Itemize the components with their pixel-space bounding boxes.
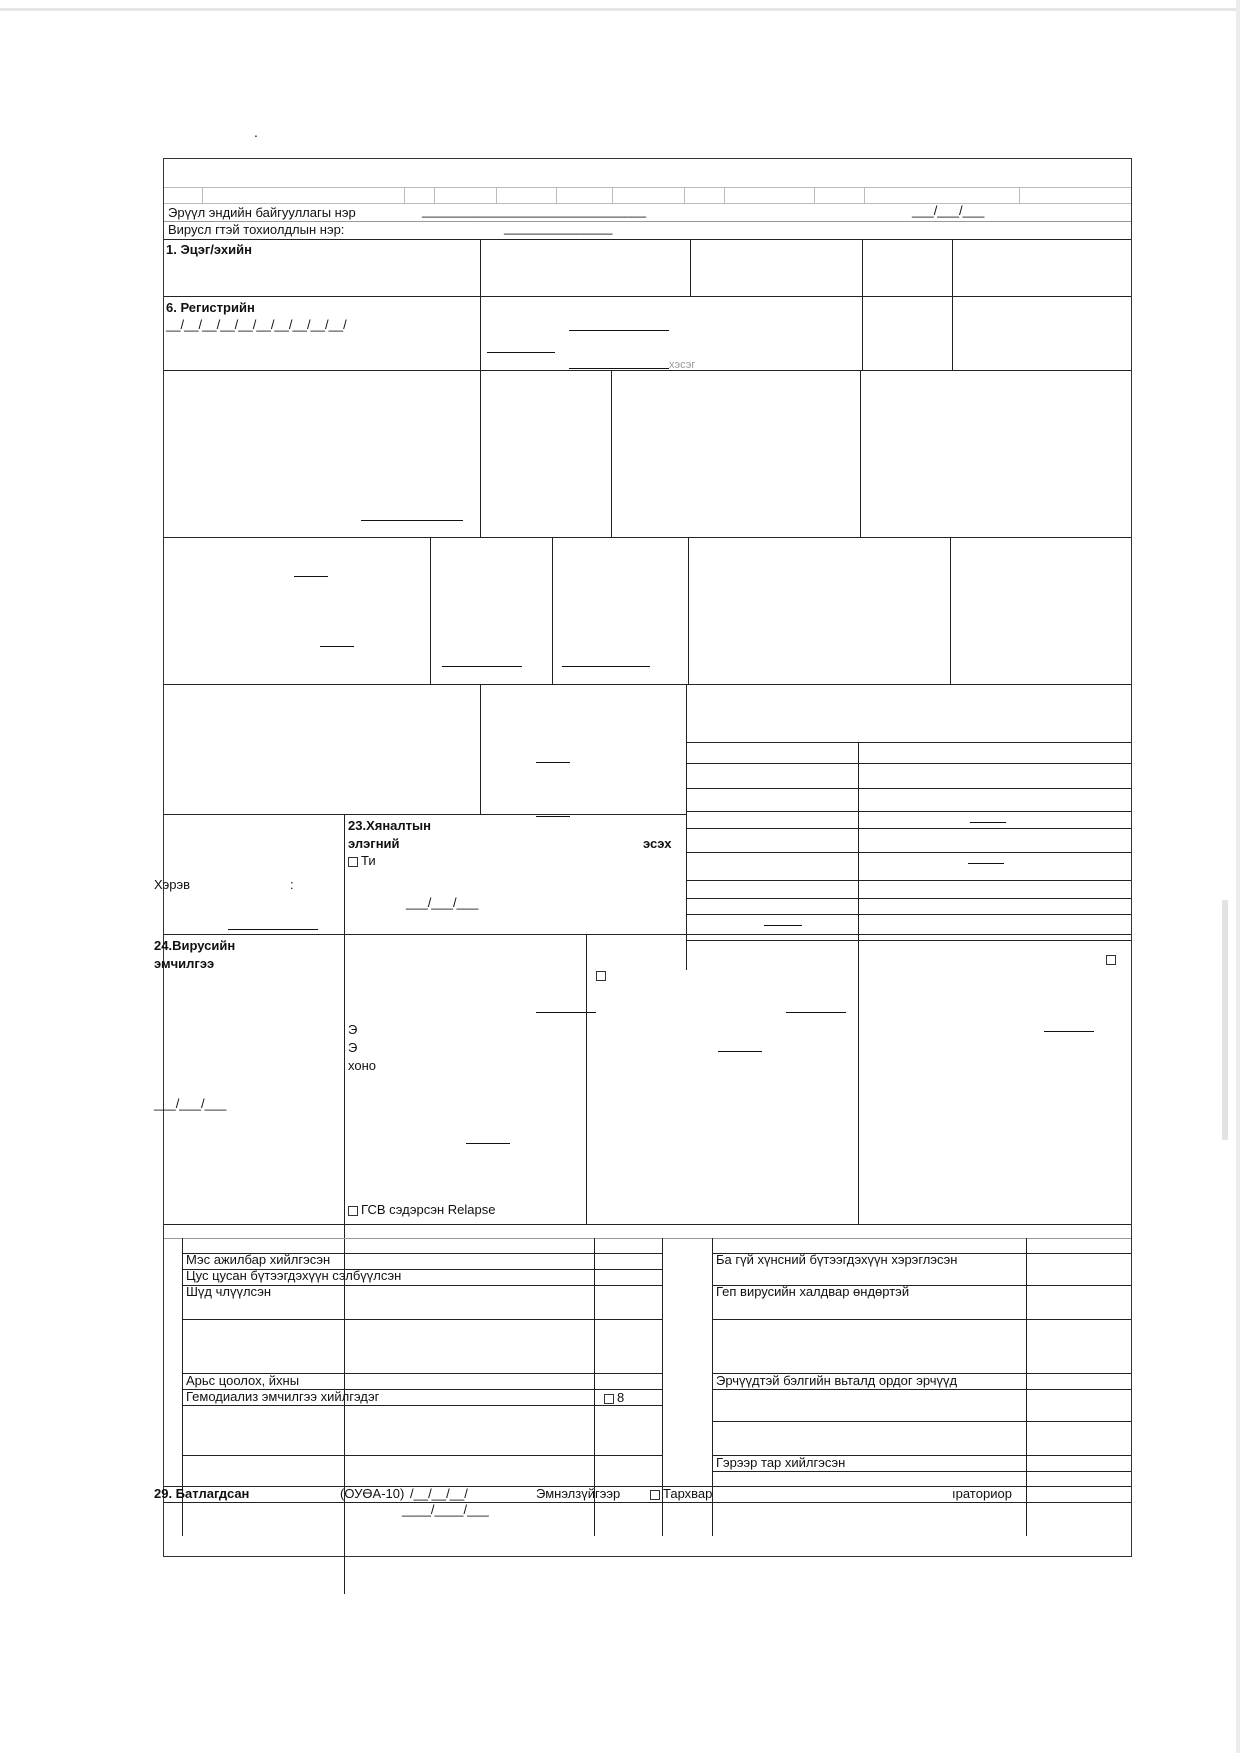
risk-hemodialysis-mark[interactable]: 8 bbox=[604, 1390, 624, 1405]
risk-msm: Эрчүүдтэй бэлгийн вьталд ордог эрчүүд bbox=[716, 1373, 958, 1388]
yes-label: Ти bbox=[361, 853, 376, 868]
risk-dental: Шүд члүүлсэн bbox=[186, 1284, 272, 1299]
section-24-subtitle: эмчилгээ bbox=[154, 956, 215, 971]
section-24-days: хоно bbox=[348, 1058, 376, 1073]
risk-transfusion: Цус цусан бүтээгдэхүүн сэлбүүлсэн bbox=[186, 1268, 402, 1283]
footer-date-blank: ____/____/___ bbox=[402, 1502, 489, 1517]
facility-label: Эрүүл эндийн байгууллагы нэр bbox=[168, 205, 356, 220]
epi-checkbox[interactable] bbox=[650, 1490, 660, 1500]
scan-edge-shadow bbox=[0, 8, 1240, 11]
report-date-blank: ___/___/___ bbox=[912, 203, 985, 218]
section-23-date-blank: ___/___/___ bbox=[406, 895, 479, 910]
icd-date-blank: /__/__/__/ bbox=[410, 1486, 468, 1501]
relapse-label: ГСВ сэдэрсэн Relapse bbox=[361, 1202, 496, 1217]
risk-hep-contact: Геп вирусийн халдвар өндөртэй bbox=[716, 1284, 910, 1299]
section-6-label: 6. Регистрийн bbox=[166, 300, 255, 315]
scan-right-shadow bbox=[1222, 900, 1228, 1140]
notification-form bbox=[154, 158, 1132, 1557]
clinical-option: Эмнэлзүйгээр bbox=[536, 1486, 621, 1501]
risk-surgery: Мэс ажилбар хийлгэсэн bbox=[186, 1252, 331, 1267]
risk-piercing: Арьс цоолох, йхны bbox=[186, 1373, 300, 1388]
relapse-checkbox[interactable] bbox=[348, 1206, 358, 1216]
section-24-e2: Э bbox=[348, 1040, 358, 1055]
risk-home-injection: Гэрээр тар хийлгэсэн bbox=[716, 1455, 846, 1470]
risk-food: Ба гүй хүнсний бүтээгдэхүүн хэрэглэсэн bbox=[716, 1252, 958, 1267]
section-24-relapse-option[interactable] bbox=[348, 1202, 495, 1217]
section-24-checkbox-b[interactable] bbox=[1106, 955, 1116, 965]
section-23-colon: : bbox=[290, 877, 294, 892]
section-23-if-label: Хэрэв bbox=[154, 877, 191, 892]
stray-mark: . bbox=[254, 124, 258, 140]
section-23-yes-option[interactable] bbox=[348, 853, 376, 868]
epidemiological-option[interactable]: Тархвар bbox=[650, 1486, 712, 1501]
section-24-date-blank: ___/___/___ bbox=[154, 1096, 227, 1111]
virus-case-label: Вирусл гтэй тохиолдлын нэр: bbox=[168, 222, 345, 237]
risk-hemodialysis: Гемодиализ эмчилгээ хийлгэдэг bbox=[186, 1389, 380, 1404]
icd-label: (ОУӨА-10) bbox=[340, 1486, 405, 1501]
section-24-checkbox-a[interactable] bbox=[596, 971, 606, 981]
section-24-e1: Э bbox=[348, 1022, 358, 1037]
facility-name-blank: _______________________________ bbox=[422, 203, 647, 218]
section-23-title: 23.Хяналтын bbox=[348, 818, 431, 833]
register-number-blank: __/__/__/__/__/__/__/__/__/__/ bbox=[166, 317, 347, 332]
scan-right-edge bbox=[1236, 0, 1240, 1753]
virus-case-blank: _______________ bbox=[504, 220, 613, 235]
section-1-label: 1. Эцэг/эхийн bbox=[166, 242, 252, 257]
section-6-suffix: хэсэг bbox=[669, 359, 696, 371]
section-23-whether: эсэх bbox=[643, 836, 672, 851]
hemodialysis-checkbox[interactable] bbox=[604, 1394, 614, 1404]
section-23-liver: элэгний bbox=[348, 836, 400, 851]
yes-checkbox[interactable] bbox=[348, 857, 358, 867]
section-29-label: 29. Батлагдсан bbox=[154, 1486, 250, 1501]
laboratory-option: ıратoриор bbox=[952, 1486, 1012, 1501]
section-24-title: 24.Вирусийн bbox=[154, 938, 236, 953]
